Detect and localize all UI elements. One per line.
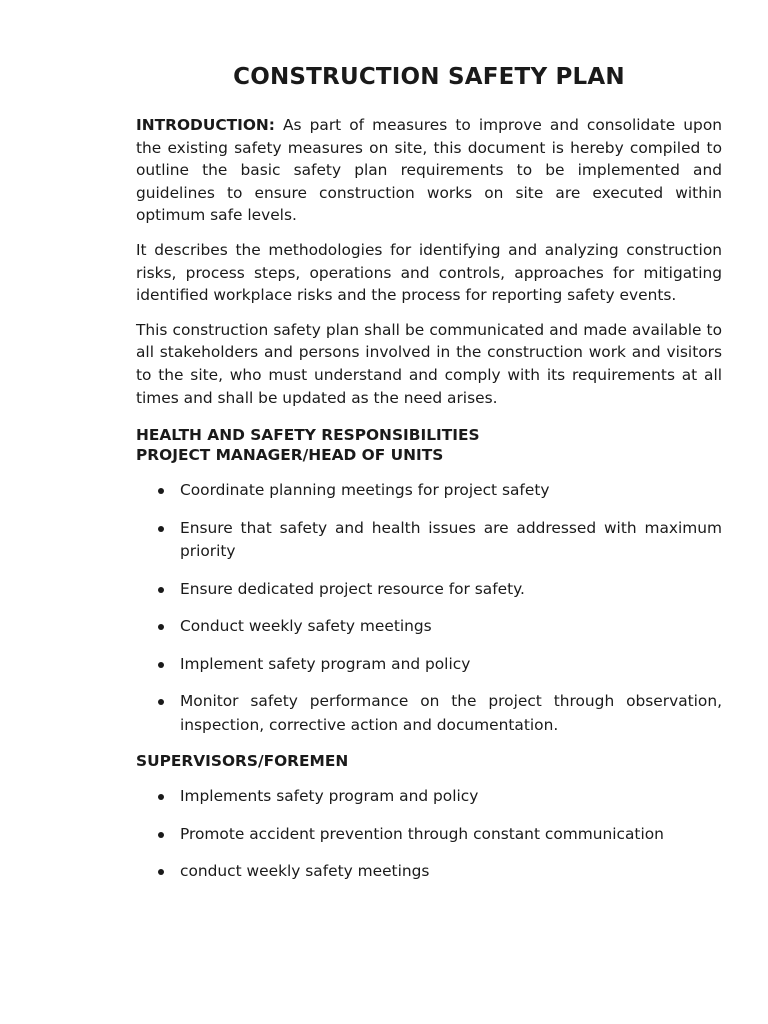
project-manager-heading: PROJECT MANAGER/HEAD OF UNITS — [136, 446, 444, 465]
list-item — [136, 823, 722, 847]
introduction-text: As part of measures to improve and consolidate upon the existing safety measures on site, this document is hereby compiled to outline the basic safety plan requirements to be implemented and guidelines to ensure construction works on site are executed within optimum safe levels. — [136, 116, 722, 225]
introduction-label: INTRODUCTION: — [136, 116, 275, 134]
list-item-text: Ensure that safety and health issues are addressed with maximum priority — [180, 518, 722, 561]
bullet-icon — [158, 488, 164, 494]
list-item-text: Monitor safety performance on the project through observation, inspection, corrective action and documentation. — [180, 692, 722, 734]
document-title: CONSTRUCTION SAFETY PLAN — [233, 64, 625, 90]
list-item-text: Coordinate planning meetings for project safety — [180, 481, 550, 500]
bullet-icon — [158, 662, 164, 668]
list-item — [136, 578, 722, 602]
list-item — [136, 690, 722, 737]
list-item-text: conduct weekly safety meetings — [180, 862, 430, 881]
responsibilities-heading-group — [136, 425, 722, 465]
bullet-icon — [158, 699, 164, 705]
bullet-icon — [158, 869, 164, 875]
list-item — [136, 479, 722, 503]
list-item-text: Ensure dedicated project resource for safety. — [180, 579, 525, 598]
list-item — [136, 860, 722, 884]
list-item — [136, 517, 722, 564]
list-item — [136, 653, 722, 677]
list-item-text: Promote accident prevention through constant communication — [180, 824, 664, 843]
list-item-text: Implements safety program and policy — [180, 787, 479, 806]
supervisors-list — [136, 785, 722, 884]
bullet-icon — [158, 587, 164, 593]
list-item — [136, 615, 722, 639]
communication-paragraph: This construction safety plan shall be communicated and made available to all stakeholders and persons involved in the construction work and visitors to the site, who must understand and comply with its requirements at all times and shall be updated as the need arises. — [136, 320, 722, 407]
bullet-icon — [158, 624, 164, 630]
list-item-text: Conduct weekly safety meetings — [180, 617, 432, 636]
responsibilities-heading: HEALTH AND SAFETY RESPONSIBILITIES — [136, 426, 480, 445]
introduction-paragraph — [136, 114, 722, 227]
bullet-icon — [158, 794, 164, 800]
list-item-text: Implement safety program and policy — [180, 654, 471, 673]
bullet-icon — [158, 832, 164, 838]
list-item — [136, 785, 722, 809]
bullet-icon — [158, 526, 164, 532]
methodology-paragraph: It describes the methodologies for identifying and analyzing construction risks, process steps, operations and controls, approaches for mitigating identified workplace risks and the process for reporting safety events. — [136, 240, 722, 305]
project-manager-list — [136, 479, 722, 737]
document-page — [136, 62, 722, 898]
supervisors-heading: SUPERVISORS/FOREMEN — [136, 752, 349, 771]
